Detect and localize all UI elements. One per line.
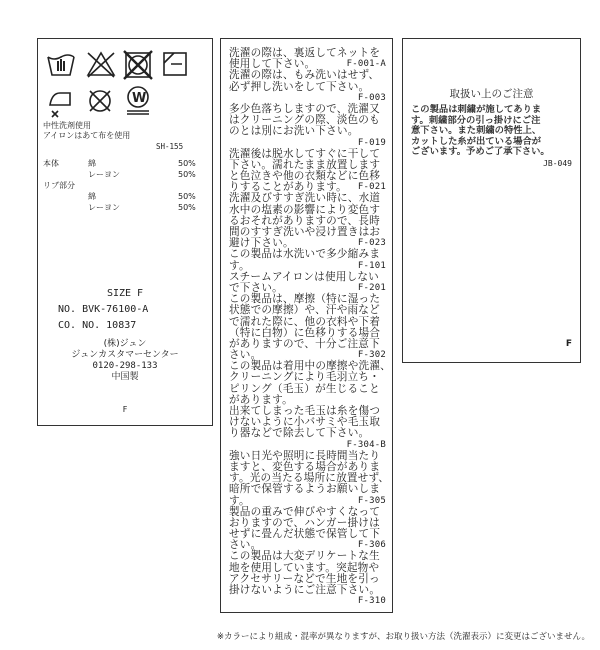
no-dry-clean-icon — [90, 91, 110, 111]
composition-pct: 50% — [178, 170, 196, 179]
company: (株)ジュン — [103, 339, 147, 349]
instruction-text: 状態での摩擦）や、汗や雨など — [229, 304, 380, 317]
instruction-text: 多少色落ちしますので、洗濯又 — [229, 102, 380, 115]
instruction-text: せずに畳んだ状態で保管して下 — [229, 528, 381, 541]
instruction-text: この製品は大変デリケートな生 — [229, 550, 380, 563]
instruction-text: さい。 — [229, 539, 262, 552]
instruction-line — [229, 82, 386, 93]
instruction-text: 掛けないようにご注意下さい。 — [229, 584, 381, 596]
instruction-code: F-302 — [357, 350, 386, 361]
label-code: SH-155 — [156, 142, 184, 151]
instruction-line — [229, 551, 386, 562]
instruction-line — [229, 585, 386, 596]
care-label-main — [37, 38, 213, 426]
instruction-text: 使用して下さい。 — [229, 58, 316, 71]
instruction-text: クリーニングにより毛羽立ち・ — [229, 371, 380, 384]
line-dry-shade-icon — [164, 53, 186, 75]
iron-icon — [50, 93, 70, 117]
composition-material: レーヨン — [88, 203, 120, 212]
instruction-text: ますと、変色する場合がありま — [229, 460, 381, 473]
instruction-text: す。光の当たる場所に放置せず、 — [229, 472, 390, 485]
instruction-text: 下さい。濡れたまま放置します — [229, 158, 381, 171]
instruction-text: （特に白物）に色移りする場合 — [229, 326, 381, 339]
instruction-code: F-001-A — [346, 59, 386, 70]
instruction-text: で濡れた際に、他の衣料や下着 — [229, 315, 381, 328]
caution-line: この製品は刺繍が施してありま — [411, 104, 542, 115]
instruction-text: ピリング（毛玉）が生じること — [229, 382, 380, 395]
instruction-text: 洗濯後は脱水してすぐに干して — [229, 147, 381, 160]
size: SIZE F — [106, 288, 144, 299]
composition-pct: 50% — [178, 159, 196, 168]
instruction-code: F-201 — [357, 282, 386, 293]
instruction-text: りすることがあります。 — [229, 181, 347, 194]
instruction-text: のとは別にお洗い下さい。 — [229, 125, 359, 138]
instruction-code: F-305 — [357, 495, 386, 506]
instruction-text: と色泣きや他の衣類などに色移 — [229, 170, 381, 183]
iron-note: アイロンはあて布を使用 — [43, 131, 131, 140]
instruction-line — [229, 484, 386, 495]
instruction-text: 洗濯の際は、もみ洗いはせず、 — [229, 69, 380, 82]
instruction-text: この製品は水洗いで多少縮みま — [229, 248, 381, 261]
composition-pct: 50% — [178, 192, 196, 201]
instruction-text: り器などで除去して下さい。 — [229, 427, 370, 440]
caution-line: ございます。予めご了承下さい。 — [411, 146, 550, 157]
instruction-line — [229, 193, 386, 204]
instruction-text: アクセサリーなどで生地を引っ — [229, 572, 380, 585]
instruction-line — [229, 249, 386, 260]
instruction-text: 強い日光や照明に長時間当たり — [229, 449, 381, 462]
instruction-text: るおそれがありますので、長時 — [229, 214, 380, 227]
instruction-text: 地を使用しています。突起物や — [229, 561, 380, 574]
instruction-text: 洗濯及びすすぎ洗い時に、水道 — [229, 192, 381, 205]
care-label-caution — [402, 38, 581, 363]
instruction-text: す。 — [229, 259, 250, 272]
instruction-code: F-304-B — [346, 439, 386, 450]
caution-line: カットした糸が出ている場合が — [411, 135, 542, 147]
instruction-code: F-003 — [357, 92, 386, 103]
instruction-code: F-023 — [357, 238, 386, 249]
caution-line: 意下さい。また刺繍の特性上、 — [411, 125, 542, 136]
instruction-text: 間のすすぎ洗いや浸け置きはお — [229, 226, 381, 238]
instruction-code: F-101 — [357, 260, 386, 271]
caution-title: 取扱い上のご注意 — [449, 88, 534, 100]
size-mark: F — [565, 339, 572, 349]
instruction-text: 出来てしまった毛玉は糸を傷つ — [229, 405, 381, 417]
svg-text:W: W — [132, 91, 147, 106]
instruction-text: はクリーニングの際、淡色のも — [229, 114, 380, 127]
instruction-code: F-021 — [357, 182, 386, 193]
instruction-text: があります。 — [229, 393, 293, 406]
instruction-text: この製品は、摩擦（特に湿った — [229, 293, 381, 306]
hand-wash-icon — [48, 55, 74, 75]
instruction-line — [229, 305, 386, 316]
instruction-line — [229, 496, 386, 507]
instruction-text: 水中の塩素の影響により変色す — [229, 203, 381, 216]
product-number: NO. BVK-76100-A — [58, 304, 149, 315]
instruction-text: で下さい。 — [229, 281, 283, 294]
instruction-text: がありますので、十分ご注意下 — [229, 337, 380, 350]
no-bleach-icon — [88, 53, 114, 77]
composition-part: リブ部分 — [43, 181, 75, 190]
composition-pct: 50% — [178, 203, 196, 212]
instruction-text: 必ず押し洗いをして下さい。 — [229, 80, 370, 93]
origin: 中国製 — [111, 372, 139, 382]
composition-part: 本体 — [43, 159, 59, 168]
instruction-text: さい。 — [229, 349, 262, 362]
composition-material: 綿 — [88, 159, 96, 168]
instruction-text: 避け下さい。 — [229, 237, 294, 250]
instruction-code: F-019 — [357, 137, 386, 148]
instruction-text: この製品は着用中の摩擦や洗濯、 — [229, 360, 391, 373]
instruction-text: おりますので、ハンガー掛けは — [229, 516, 380, 529]
care-label-instructions — [220, 38, 393, 613]
instruction-text: す。 — [229, 494, 250, 507]
instruction-line — [229, 138, 386, 149]
instruction-text: スチームアイロンは使用しない — [229, 270, 379, 283]
phone: 0120-298-133 — [92, 361, 158, 371]
size-mark: F — [122, 405, 128, 414]
instruction-text: 製品の重みで伸びやすくなって — [229, 505, 381, 518]
instruction-line — [229, 317, 386, 328]
no-tumble-dry-icon — [124, 51, 152, 79]
instruction-line — [229, 70, 386, 81]
caution-line: す。刺繍部分の引っ掛けにご注 — [411, 114, 541, 126]
care-symbols — [46, 49, 206, 119]
instruction-line — [229, 372, 386, 383]
instruction-code: F-310 — [357, 596, 386, 607]
composition-material: 綿 — [88, 192, 96, 201]
footer-note: ※カラーにより組成・混率が異なりますが、お取り扱い方法（洗濯表示）に変更はございません。 — [216, 632, 590, 642]
instruction-text: けないように小バサミや毛玉取 — [229, 416, 381, 429]
instruction-line — [229, 126, 386, 137]
detergent-note: 中性洗剤使用 — [43, 121, 91, 130]
caution-code: JB-049 — [543, 159, 572, 168]
instruction-text: 洗濯の際は、裏返してネットを — [229, 47, 381, 59]
customer-center: ジュンカスタマーセンター — [71, 350, 179, 360]
wet-clean-icon — [127, 87, 149, 114]
instruction-text: 暗所で保管するようお願いしま — [229, 483, 381, 496]
instruction-line — [229, 596, 386, 607]
instruction-line — [229, 428, 386, 439]
composition-material: レーヨン — [88, 170, 120, 179]
instruction-code: F-306 — [357, 540, 386, 551]
co-number: CO. NO. 10837 — [58, 320, 137, 331]
